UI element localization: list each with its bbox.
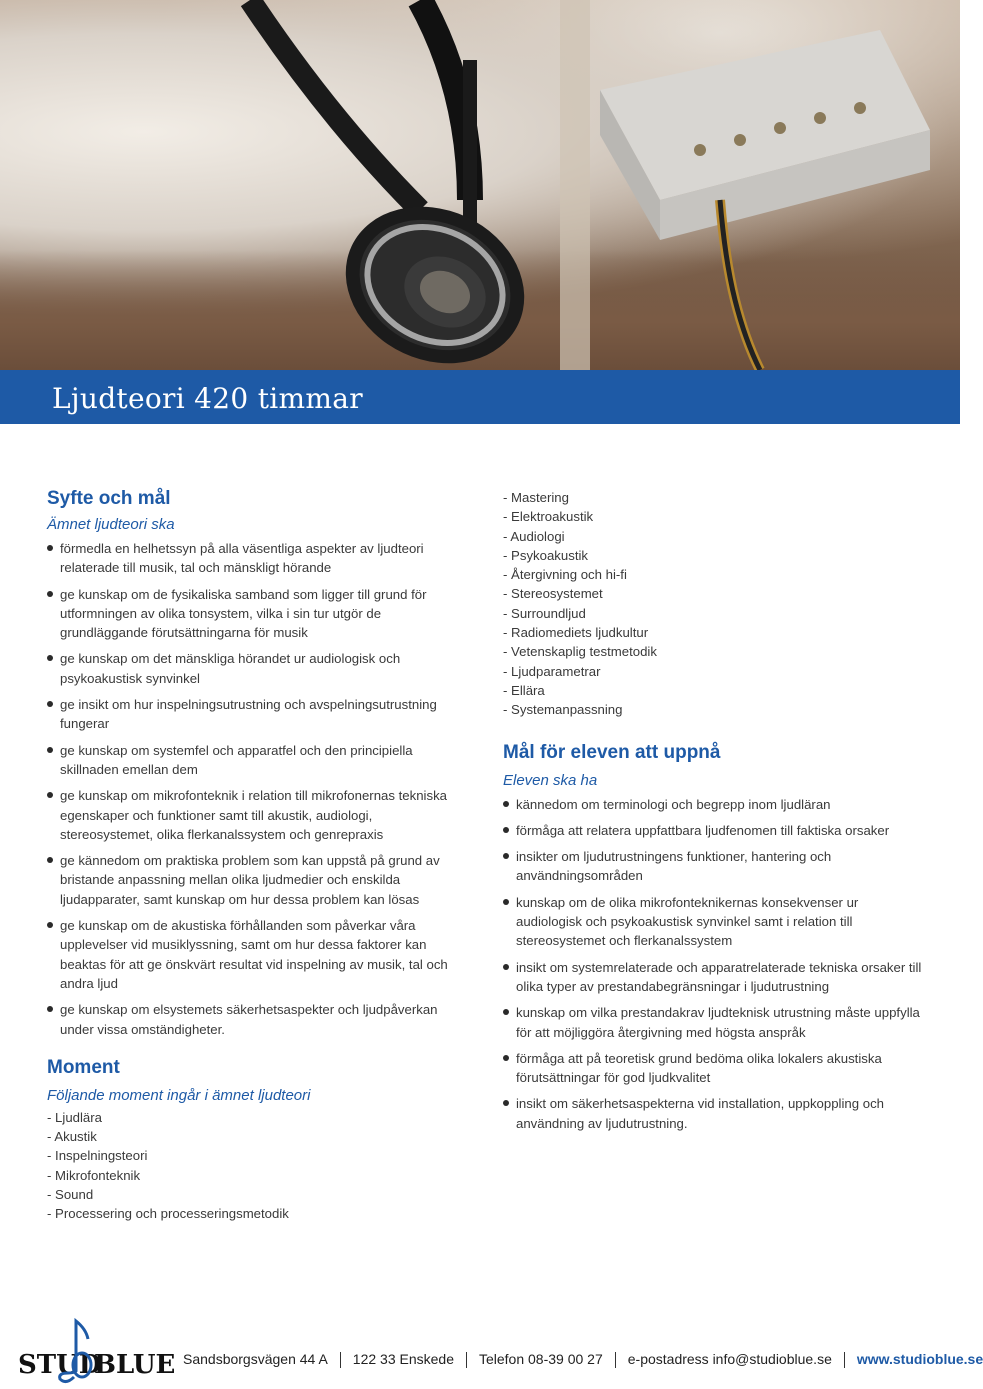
footer-postal: 122 33 Enskede [352, 1351, 454, 1367]
svg-text:BLUE: BLUE [94, 1350, 176, 1380]
section-subheading-purpose: Ämnet ljudteori ska [47, 516, 175, 533]
moment-list-continued [503, 488, 923, 720]
footer-email[interactable]: e-postadress info@studioblue.se [627, 1351, 832, 1367]
list-item: förmåga att relatera uppfattbara ljudfenomen till faktiska orsaker [503, 821, 923, 840]
footer-contact [183, 1351, 983, 1368]
list-item: - Sound [47, 1187, 94, 1203]
list-item: - Ljudlära [47, 1109, 102, 1125]
footer [0, 1305, 983, 1389]
hero-photo-headphones [0, 0, 960, 370]
headphones-illustration [0, 0, 960, 370]
list-item: - Elektroakustik [503, 509, 594, 525]
footer-divider [615, 1352, 616, 1368]
list-item: ge kunskap om mikrofonteknik i relation till mikrofonernas tekniska egenskaper och funktioner samt till akustik, audiologi, stereosystemet, olika flerkanalssystem och genrepraxis [47, 786, 467, 844]
list-item: insikter om ljudutrustningens funktioner, hantering och användningsområden [503, 847, 923, 886]
list-item: - Ellära [503, 682, 545, 698]
list-item: ge kunskap om de akustiska förhållanden som påverkar våra upplevelser vid musiklyssning, samt om hur dessa faktorer kan beaktas för att ge önskvärt resultat vid inspelning av musik, tal och andra ljud [47, 916, 467, 993]
section-heading-goals: Mål för eleven att uppnå [503, 741, 721, 763]
footer-phone: Telefon 08-39 00 27 [478, 1351, 603, 1367]
list-item: insikt om säkerhetsaspekterna vid installation, uppkoppling och användning av ljudutrustning. [503, 1094, 923, 1133]
goals-list [503, 795, 923, 1133]
audio-box [600, 30, 930, 240]
music-note-logo [16, 1315, 176, 1385]
footer-website-link[interactable]: www.studioblue.se [856, 1351, 983, 1367]
list-item: ge kunskap om de fysikaliska samband som ligger till grund för utformningen av olika tonsystem, vilka i sin tur utgör de grundläggande förutsättningarna för musik [47, 585, 467, 643]
list-item: - Inspelningsteori [47, 1148, 148, 1164]
list-item: ge insikt om hur inspelningsutrustning och avspelningsutrustning fungerar [47, 695, 467, 734]
section-subheading-moment: Följande moment ingår i ämnet ljudteori [47, 1086, 311, 1104]
list-item: - Radiomediets ljudkultur [503, 625, 649, 641]
list-item: - Psykoakustik [503, 547, 589, 563]
list-item: - Återgivning och hi-fi [503, 567, 627, 583]
section-heading-moment: Moment [47, 1056, 120, 1078]
list-item: kunskap om de olika mikrofonteknikernas konsekvenser ur audiologisk och psykoakustisk synvinkel samt i relation till stereosystemet och flerkanalssystem [503, 893, 923, 951]
footer-divider [340, 1352, 341, 1368]
list-item: - Mikrofonteknik [47, 1167, 141, 1183]
section-heading-purpose: Syfte och mål [47, 488, 171, 509]
list-item: - Ljudparametrar [503, 663, 601, 679]
list-item: - Surroundljud [503, 605, 586, 621]
list-item: ge kunskap om det mänskliga hörandet ur audiologisk och psykoakustisk synvinkel [47, 649, 467, 688]
list-item: - Stereosystemet [503, 586, 603, 602]
list-item: - Processering och processeringsmetodik [47, 1206, 289, 1222]
list-item: ge kännedom om praktiska problem som kan uppstå på grund av bristande anpassning mellan olika ljudmedier och enskilda ljudapparater, samt kunskap om hur dessa problem kan lösas [47, 851, 467, 909]
footer-address: Sandsborgsvägen 44 A [183, 1351, 328, 1367]
list-item: ge kunskap om systemfel och apparatfel och den principiella skillnaden emellan dem [47, 741, 467, 780]
moment-list [47, 1108, 467, 1224]
list-item: - Systemanpassning [503, 702, 623, 718]
list-item: - Vetenskaplig testmetodik [503, 644, 657, 660]
right-column [503, 488, 923, 1140]
purpose-list [47, 539, 467, 1039]
footer-divider [844, 1352, 845, 1368]
list-item: ge kunskap om elsystemets säkerhetsaspekter och ljudpåverkan under vissa omständigheter. [47, 1000, 467, 1039]
list-item: förmedla en helhetssyn på alla väsentliga aspekter av ljudteori relaterade till musik, tal och mänskligt hörande [47, 539, 467, 578]
left-column [47, 488, 467, 1224]
list-item: - Akustik [47, 1129, 97, 1145]
svg-text:STUD: STUD [18, 1350, 102, 1380]
footer-divider [466, 1352, 467, 1368]
list-item: kännedom om terminologi och begrepp inom ljudläran [503, 795, 923, 814]
list-item: insikt om systemrelaterade och apparatrelaterade tekniska orsaker till olika typer av prestandabegränsningar i ljudutrustning [503, 958, 923, 997]
page-title: Ljudteori 420 timmar [52, 382, 363, 415]
list-item: - Mastering [503, 490, 569, 505]
title-banner [0, 370, 960, 424]
section-subheading-goals: Eleven ska ha [503, 771, 598, 789]
list-item: förmåga att på teoretisk grund bedöma olika lokalers akustiska förutsättningar för god ljudkvalitet [503, 1049, 923, 1088]
list-item: kunskap om vilka prestandakrav ljudteknisk utrustning måste uppfylla för att möjliggöra återgivning med högsta anspråk [503, 1003, 923, 1042]
list-item: - Audiologi [503, 528, 565, 544]
